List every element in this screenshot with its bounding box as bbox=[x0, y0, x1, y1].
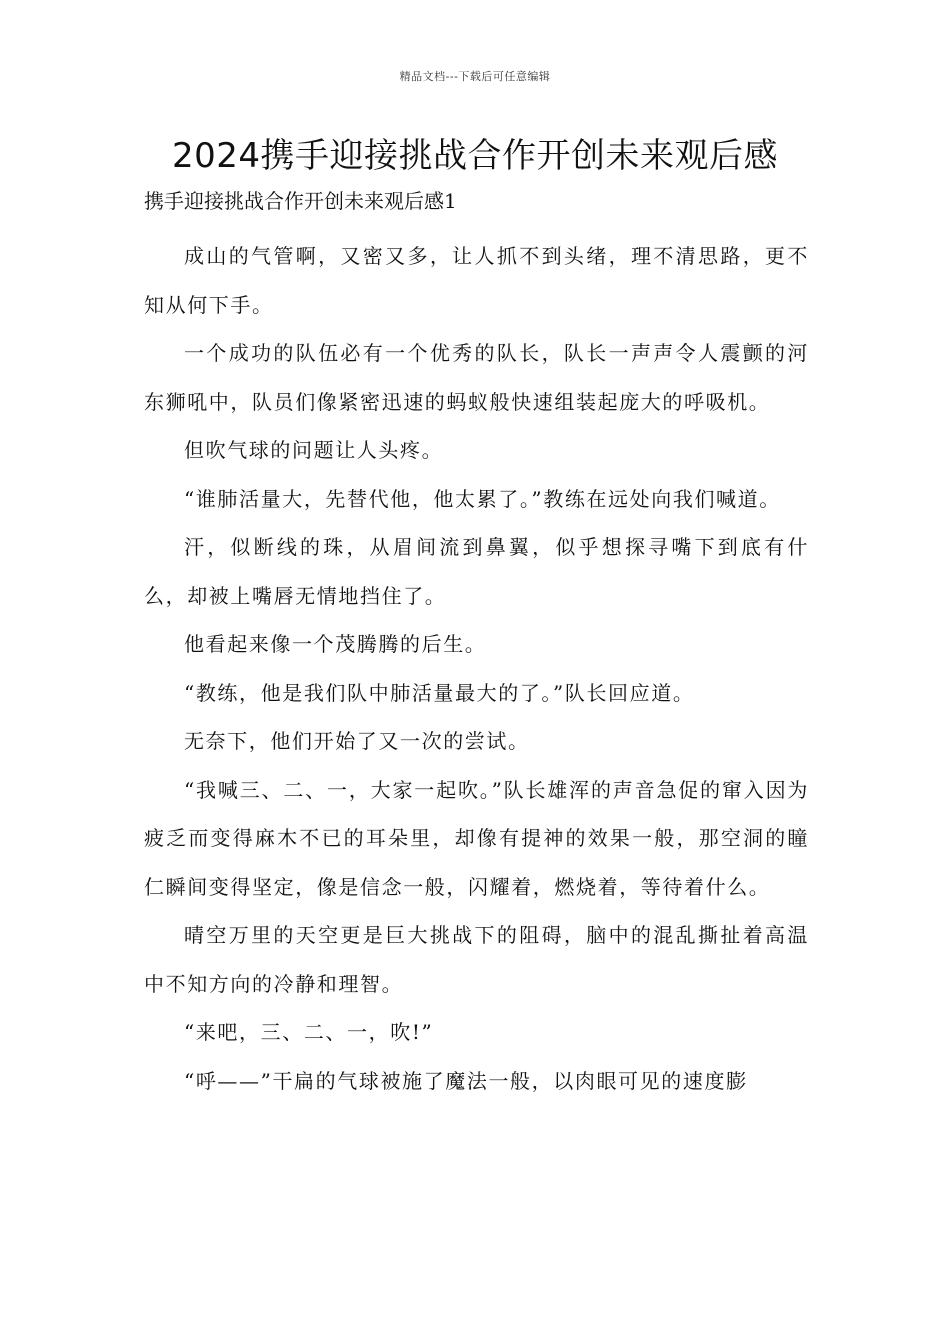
paragraph: 但吹气球的问题让人头疼。 bbox=[184, 438, 444, 462]
paragraph: 汗，似断线的珠，从眉间流到鼻翼，似乎想探寻嘴下到底有什么，却被上嘴唇无情地挡住了。 bbox=[144, 535, 809, 608]
document-title: 2024携手迎接挑战合作开创未来观后感 bbox=[171, 136, 779, 176]
paragraph: 成山的气管啊，又密又多，让人抓不到头绪，理不清思路，更不知从何下手。 bbox=[144, 244, 809, 317]
paragraph: “谁肺活量大，先替代他，他太累了。”教练在远处向我们喊道。 bbox=[184, 486, 781, 511]
paragraph: “我喊三、二、一，大家一起吹。”队长雄浑的声音急促的窜入因为疲乏而变得麻木不已的耳朵里，却像有提神的效果一般，那空洞的瞳仁瞬间变得坚定，像是信念一般，闪耀着，燃烧着，等待着什么。 bbox=[144, 777, 809, 899]
paragraph: 晴空万里的天空更是巨大挑战下的阻碍，脑中的混乱撕扯着高温中不知方向的冷静和理智。 bbox=[144, 923, 809, 996]
paragraph: “来吧，三、二、一，吹!” bbox=[184, 1020, 434, 1044]
document-subtitle: 携手迎接挑战合作开创未来观后感1 bbox=[144, 189, 457, 213]
header-note: 精品文档---下载后可任意编辑 bbox=[399, 70, 551, 83]
paragraph: 他看起来像一个茂腾腾的后生。 bbox=[184, 632, 487, 656]
document-body bbox=[144, 232, 809, 1105]
paragraph: “教练，他是我们队中肺活量最大的了。”队长回应道。 bbox=[184, 680, 695, 705]
paragraph: 一个成功的队伍必有一个优秀的队长，队长一声声令人震颤的河东狮吼中，队员们像紧密迅速的蚂蚁般快速组装起庞大的呼吸机。 bbox=[144, 341, 809, 414]
paragraph: 无奈下，他们开始了又一次的尝试。 bbox=[184, 729, 530, 753]
paragraph: “呼——”干扁的气球被施了魔法一般，以肉眼可见的速度膨 bbox=[184, 1068, 748, 1093]
